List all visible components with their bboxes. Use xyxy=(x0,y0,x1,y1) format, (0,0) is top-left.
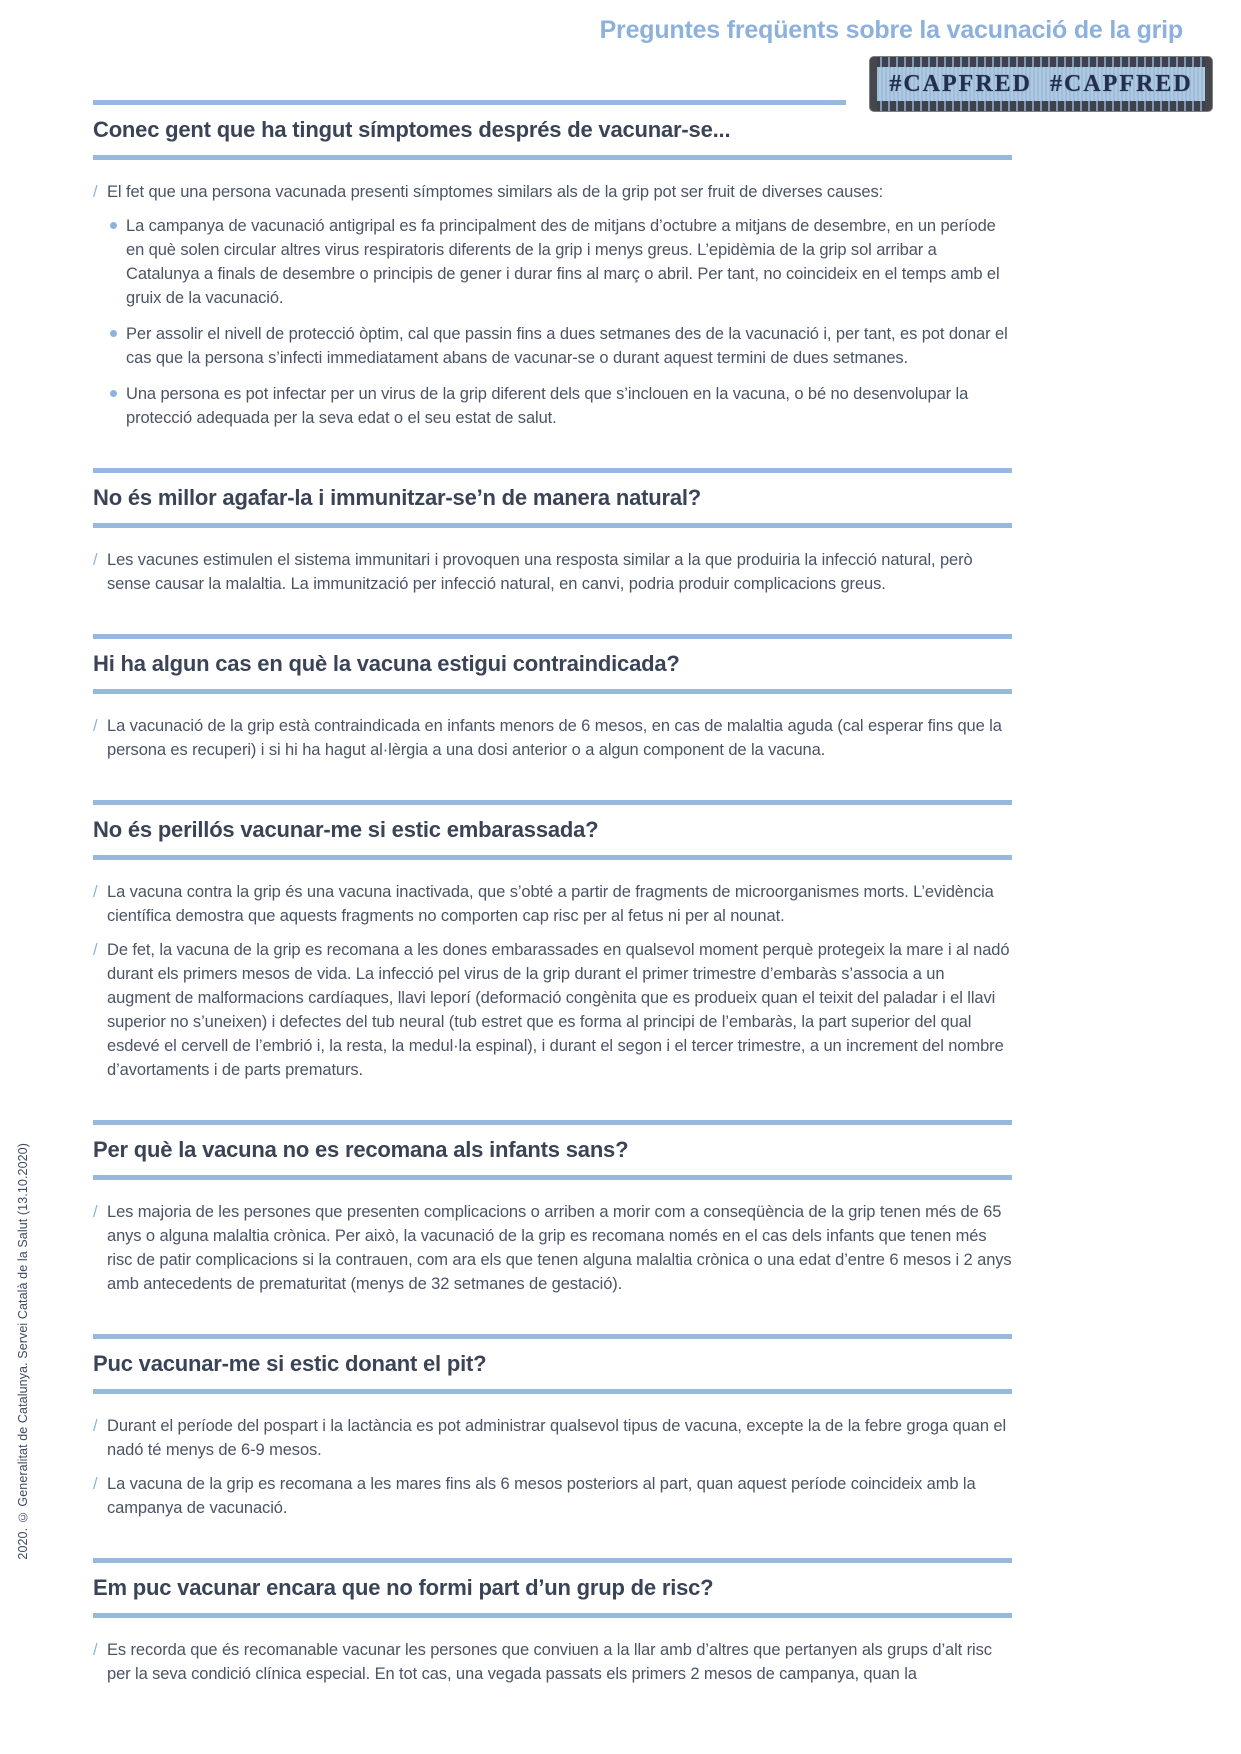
answer-slash-marker: / xyxy=(93,1641,98,1659)
answer-slash-marker: / xyxy=(93,1417,98,1435)
answer-text: Les majoria de les persones que presenten complicacions o arriben a morir com a conseqüència de la grip tenen més de 65 anys o alguna malaltia crònica. Per això, la vacunació de la grip es recomana només en el cas dels infants que tenen més risc de patir complicacions si la contrauen, com ara els que tenen alguna malaltia crònica o una edat d’entre 6 mesos i 2 anys amb antecedents de prematuritat (menys de 32 setmanes de gestació). xyxy=(107,1203,1012,1293)
copyright-vertical-text: 2020. © Generalitat de Catalunya. Servei Català de la Salut (13.10.2020) xyxy=(16,1143,30,1560)
section-rule-top xyxy=(93,100,846,105)
answer-paragraph xyxy=(93,548,1012,596)
section-heading: Hi ha algun cas en què la vacuna estigui contraindicada? xyxy=(93,651,680,676)
section-heading: No és perillós vacunar-me si estic embarassada? xyxy=(93,817,599,842)
bullet-item xyxy=(110,322,1012,370)
answer-bullet-list xyxy=(93,214,1012,430)
section-answers xyxy=(93,1394,1012,1520)
section-answers xyxy=(93,160,1012,430)
section-answers xyxy=(93,860,1012,1082)
section-answers xyxy=(93,694,1012,762)
answer-slash-marker: / xyxy=(93,883,98,901)
section-heading: Conec gent que ha tingut símptomes després de vacunar-se... xyxy=(93,117,731,142)
badge-text: #CAPFRED #CAPFRED xyxy=(877,67,1205,101)
section-rule-top xyxy=(93,1120,1012,1125)
answer-slash-marker: / xyxy=(93,1475,98,1493)
faq-section xyxy=(93,800,1012,1082)
answer-text: La vacuna de la grip es recomana a les mares fins als 6 mesos posteriors al part, quan aquest període coincideix amb la campanya de vacunació. xyxy=(107,1475,976,1517)
section-heading: No és millor agafar-la i immunitzar-se’n de manera natural? xyxy=(93,485,702,510)
answer-text: La vacunació de la grip està contraindicada en infants menors de 6 mesos, en cas de malaltia aguda (cal esperar fins que la persona es recuperi) i si hi ha hagut al·lèrgia a una dosi anterior o a algun component de la vacuna. xyxy=(107,717,1002,759)
bullet-dot-icon xyxy=(110,390,117,397)
faq-section xyxy=(93,1558,1012,1686)
section-rule-top xyxy=(93,800,1012,805)
section-heading: Em puc vacunar encara que no formi part d’un grup de risc? xyxy=(93,1575,714,1600)
answer-paragraph xyxy=(93,1638,1012,1686)
faq-section xyxy=(93,1120,1012,1296)
answer-paragraph xyxy=(93,1414,1012,1462)
page-title: Preguntes freqüents sobre la vacunació de la grip xyxy=(599,16,1183,44)
answer-paragraph xyxy=(93,1200,1012,1296)
faq-section xyxy=(93,468,1012,596)
answer-paragraph xyxy=(93,1472,1012,1520)
answer-slash-marker: / xyxy=(93,183,98,201)
section-rule-top xyxy=(93,1334,1012,1339)
bullet-dot-icon xyxy=(110,330,117,337)
answer-paragraph xyxy=(93,180,1012,204)
answer-text: Durant el període del pospart i la lactància es pot administrar qualsevol tipus de vacuna, excepte la de la febre groga quan el nadó té menys de 6-9 mesos. xyxy=(107,1417,1007,1459)
bullet-dot-icon xyxy=(110,222,117,229)
section-answers xyxy=(93,1180,1012,1296)
section-heading: Per què la vacuna no es recomana als infants sans? xyxy=(93,1137,629,1162)
answer-text: Les vacunes estimulen el sistema immunitari i provoquen una resposta similar a la que produiria la infecció natural, però sense causar la malaltia. La immunització per infecció natural, en canvi, podria produir complicacions greus. xyxy=(107,551,973,593)
faq-section xyxy=(93,1334,1012,1520)
faq-sections xyxy=(93,100,1012,1696)
answer-paragraph xyxy=(93,938,1012,1082)
answer-slash-marker: / xyxy=(93,717,98,735)
section-rule-top xyxy=(93,1558,1012,1563)
section-answers xyxy=(93,528,1012,596)
answer-slash-marker: / xyxy=(93,551,98,569)
answer-slash-marker: / xyxy=(93,1203,98,1221)
bullet-text: Per assolir el nivell de protecció òptim, cal que passin fins a dues setmanes des de la vacunació i, per tant, es pot donar el cas que la persona s’infecti immediatament abans de vacunar-se o durant aquest termini de dues setmanes. xyxy=(126,325,1008,367)
section-rule-top xyxy=(93,634,1012,639)
answer-slash-marker: / xyxy=(93,941,98,959)
bullet-item xyxy=(110,214,1012,310)
bullet-text: La campanya de vacunació antigripal es fa principalment des de mitjans d’octubre a mitjans de desembre, en un període en què solen circular altres virus respiratoris diferents de la grip i menys greus. L’epidèmia de la grip sol arribar a Catalunya a finals de desembre o principis de gener i durar fins al març o abril. Per tant, no coincideix en el temps amb el gruix de la vacunació. xyxy=(126,217,1000,307)
bullet-text: Una persona es pot infectar per un virus de la grip diferent dels que s’inclouen en la vacuna, o bé no desenvolupar la protecció adequada per la seva edat o el seu estat de salut. xyxy=(126,385,969,427)
badge-knit-top xyxy=(877,57,1205,67)
answer-paragraph xyxy=(93,714,1012,762)
faq-section xyxy=(93,100,1012,430)
answer-text: Es recorda que és recomanable vacunar les persones que conviuen a la llar amb d’altres que pertanyen als grups d’alt risc per la seva condició clínica especial. En tot cas, una vegada passats els primers 2 mesos de campanya, quan la xyxy=(107,1641,992,1683)
answer-text: El fet que una persona vacunada presenti símptomes similars als de la grip pot ser fruit de diverses causes: xyxy=(107,183,884,201)
section-heading: Puc vacunar-me si estic donant el pit? xyxy=(93,1351,487,1376)
section-rule-top xyxy=(93,468,1012,473)
section-answers xyxy=(93,1618,1012,1686)
bullet-item xyxy=(110,382,1012,430)
faq-section xyxy=(93,634,1012,762)
answer-text: La vacuna contra la grip és una vacuna inactivada, que s’obté a partir de fragments de microorganismes morts. L’evidència científica demostra que aquests fragments no comporten cap risc per al fetus ni per al nounat. xyxy=(107,883,994,925)
answer-paragraph xyxy=(93,880,1012,928)
answer-text: De fet, la vacuna de la grip es recomana a les dones embarassades en qualsevol moment perquè protegeix la mare i al nadó durant els primers mesos de vida. La infecció pel virus de la grip durant el primer trimestre d’embaràs s’associa a un augment de malformacions cardíaques, llavi leporí (deformació congènita que es produeix quan el teixit del paladar i el llavi superior no s’uneixen) i defectes del tub neural (tub estret que es forma al principi de l’embaràs, la part superior del qual esdevé el cervell de l’embrió i, la resta, la medul·la espinal), i durant el segon i el tercer trimestre, a un increment del nombre d’avortaments i de parts prematurs. xyxy=(107,941,1010,1079)
